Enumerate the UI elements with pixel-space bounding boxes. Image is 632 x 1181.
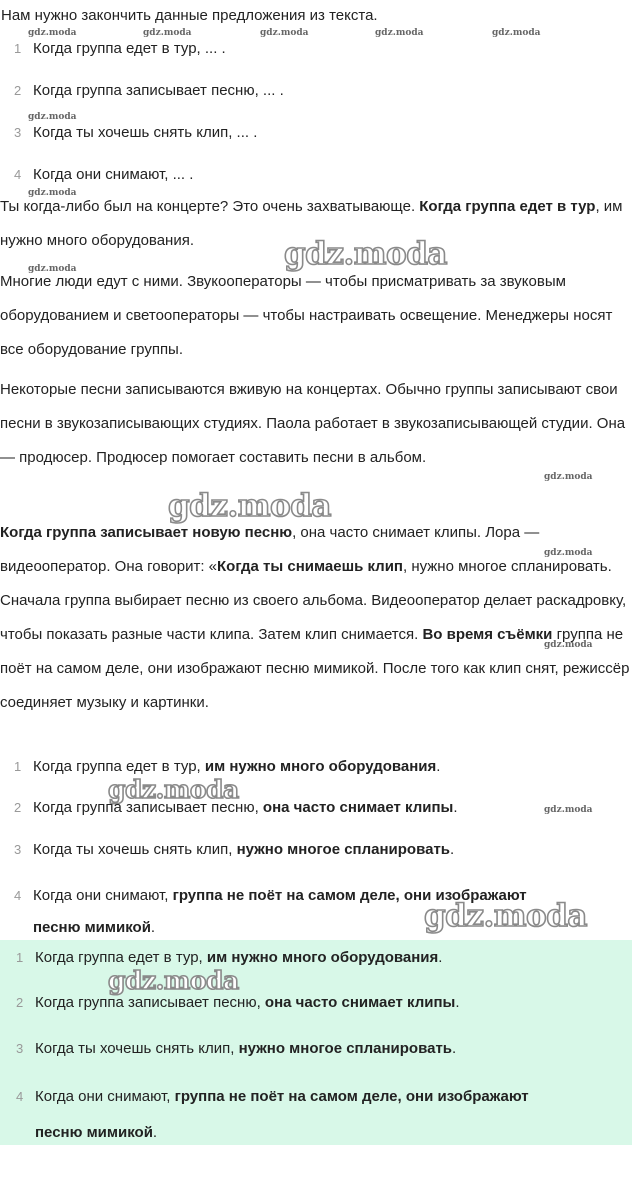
answer-bold-text: группа не поёт на самом деле, они изображают [172,887,527,904]
text-span: , она часто снимает клипы. Лора — видеооператор. Она говорит: « [0,524,540,575]
answer-number: 1 [14,759,22,774]
question-item [14,80,284,102]
watermark-small: gdz.moda [375,28,424,38]
watermark-small: gdz.moda [28,188,77,198]
text-paragraph: Некоторые песни записываются вживую на концертах. Обычно группы записывают свои песни в звукозаписывающих студиях. Паола работает в звукозаписывающей студии. Она — продюсер. Продюсер помогает составить песни в альбом. [0,381,626,466]
question-item [14,164,193,186]
question-number: 3 [14,125,22,140]
watermark-small: gdz.moda [28,112,77,122]
answer-number: 2 [16,995,24,1010]
answer-end: . [438,949,443,966]
answer-bold-text: нужно многое спланировать [238,1040,453,1057]
answer-bold-text: она часто снимает клипы [262,799,454,816]
watermark-small: gdz.moda [492,28,541,38]
question-number: 1 [14,41,22,56]
question-number: 4 [14,167,22,182]
answer-text: Когда группа записывает песню, [33,799,263,816]
answer-number: 2 [14,800,22,815]
watermark-small: gdz.moda [544,640,593,650]
answer-item-highlighted [16,1038,456,1060]
watermark-small: gdz.moda [28,264,77,274]
answer-end: . [436,758,441,775]
text-bold-span: Когда группа записывает новую песню [0,524,293,541]
answer-text: Когда группа едет в тур, [33,758,205,775]
answer-end: . [150,919,156,936]
text-span: , им нужно много оборудования. [0,198,623,249]
text-bold-span: Когда группа едет в тур [419,198,596,215]
question-text: Когда группа записывает песню, ... . [33,82,284,99]
answer-end: . [452,1040,457,1057]
question-text: Когда ты хочешь снять клип, ... . [33,124,258,141]
answer-number: 1 [16,950,24,965]
answer-bold-text: группа не поёт на самом деле, они изображают [174,1088,529,1105]
answer-item-highlighted [16,1079,529,1151]
text-span: , нужно многое спланировать. Сначала группа выбирает песню из своего альбома. Видеооператор делает раскадровку, чтобы показать разные части клипа. Затем клип снимается. [0,558,627,643]
answer-text: Когда они снимают, [33,887,173,904]
watermark-small: gdz.moda [544,805,593,815]
question-text: Когда группа едет в тур, ... . [33,40,226,57]
answer-end: . [450,841,455,858]
task-instruction: Нам нужно закончить данные предложения из текста. [1,7,378,24]
watermark-large: gdz.moda [108,966,239,995]
answer-bold-text: им нужно много оборудования [206,949,439,966]
watermark-large: gdz.moda [284,236,447,272]
answer-number: 3 [16,1041,24,1056]
answer-number: 4 [16,1089,24,1104]
answer-bold-text: песню мимикой [35,1124,153,1141]
answer-bold-text: песню мимикой [33,919,151,936]
answer-number: 4 [14,888,22,903]
answer-end: . [152,1124,158,1141]
text-span: группа не поёт на самом деле, они изображают песню мимикой. После того как клип снят, режиссёр соединяет музыку и картинки. [0,626,630,711]
text-paragraph [0,516,630,720]
answer-text: Когда группа записывает песню, [35,994,265,1011]
text-span: Ты когда-либо был на концерте? Это очень захватывающе. [0,198,420,215]
answer-bold-text: она часто снимает клипы [264,994,456,1011]
watermark-large: gdz.moda [168,488,331,524]
watermark-large: gdz.moda [108,775,239,804]
question-item [14,122,257,144]
answer-text: Когда они снимают, [35,1088,175,1105]
answer-text: Когда ты хочешь снять клип, [33,841,237,858]
answer-item-highlighted [16,992,460,1014]
answer-item [14,839,454,861]
text-bold-span: Когда ты снимаешь клип [217,558,403,575]
text-paragraph: Многие люди едут с ними. Звукооператоры — чтобы присматривать за звуковым оборудованием и светооператоры — чтобы настраивать освещение. Менеджеры носят все оборудование группы. [0,273,613,358]
answer-text: Когда ты хочешь снять клип, [35,1040,239,1057]
watermark-small: gdz.moda [143,28,192,38]
watermark-small: gdz.moda [544,548,593,558]
answer-bold-text: им нужно много оборудования [204,758,437,775]
watermark-small: gdz.moda [260,28,309,38]
watermark-small: gdz.moda [544,472,593,482]
question-text: Когда они снимают, ... . [33,166,194,183]
answer-end: . [453,799,458,816]
answer-end: . [455,994,460,1011]
answer-bold-text: нужно многое спланировать [236,841,451,858]
watermark-small: gdz.moda [28,28,77,38]
answer-text: Когда группа едет в тур, [35,949,207,966]
answer-item [14,797,458,819]
question-number: 2 [14,83,22,98]
watermark-large: gdz.moda [424,898,587,934]
answer-number: 3 [14,842,22,857]
question-item [14,38,226,60]
text-bold-span: Во время съёмки [422,626,553,643]
